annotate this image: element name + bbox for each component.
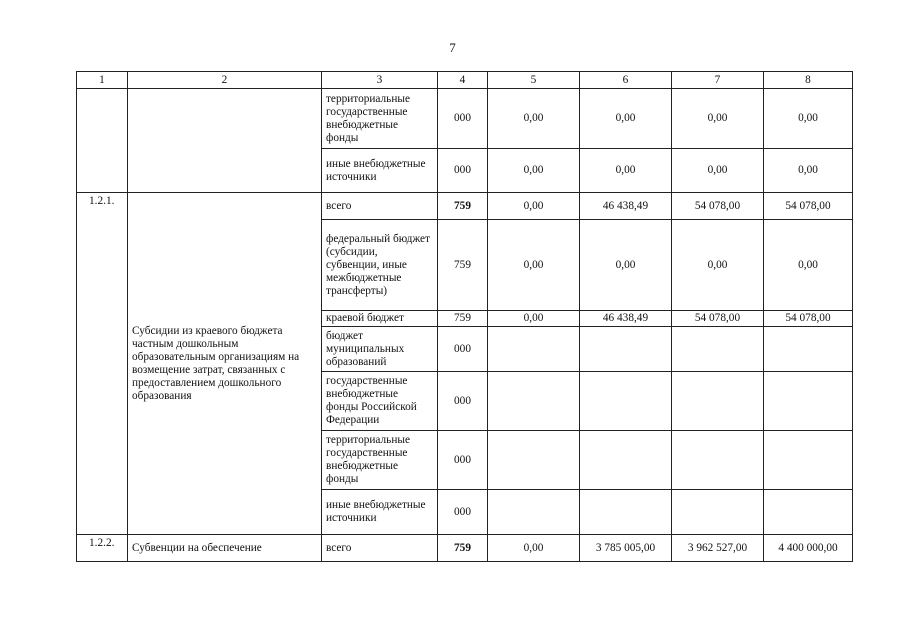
value-cell: 0,00 xyxy=(764,220,853,311)
value-cell xyxy=(764,372,853,431)
value-cell: 0,00 xyxy=(672,220,764,311)
header-cell: 1 xyxy=(77,72,128,89)
code-cell: 000 xyxy=(438,431,488,490)
table-header-row xyxy=(77,72,853,89)
header-cell: 8 xyxy=(764,72,853,89)
funding-source: всего xyxy=(322,193,438,220)
value-cell xyxy=(580,490,672,535)
value-cell: 0,00 xyxy=(672,149,764,193)
value-cell: 0,00 xyxy=(580,149,672,193)
value-cell xyxy=(580,327,672,372)
item-name: Субвенции на обеспечение xyxy=(128,535,322,562)
value-cell xyxy=(580,431,672,490)
header-cell: 2 xyxy=(128,72,322,89)
funding-source: бюджет муниципальных образований xyxy=(322,327,438,372)
funding-source: иные внебюджетные источники xyxy=(322,149,438,193)
header-cell: 5 xyxy=(488,72,580,89)
value-cell: 0,00 xyxy=(764,149,853,193)
header-cell: 7 xyxy=(672,72,764,89)
code-cell: 000 xyxy=(438,490,488,535)
header-cell: 3 xyxy=(322,72,438,89)
funding-source: государственные внебюджетные фонды Российской Федерации xyxy=(322,372,438,431)
value-cell: 54 078,00 xyxy=(764,311,853,327)
value-cell: 4 400 000,00 xyxy=(764,535,853,562)
value-cell: 0,00 xyxy=(580,220,672,311)
value-cell: 54 078,00 xyxy=(672,193,764,220)
value-cell xyxy=(672,327,764,372)
code-cell: 759 xyxy=(438,193,488,220)
funding-source: территориальные государственные внебюджетные фонды xyxy=(322,431,438,490)
value-cell: 46 438,49 xyxy=(580,193,672,220)
code-cell: 000 xyxy=(438,89,488,149)
funding-source: иные внебюджетные источники xyxy=(322,490,438,535)
value-cell: 0,00 xyxy=(488,311,580,327)
page-number: 7 xyxy=(449,40,456,55)
value-cell xyxy=(488,372,580,431)
value-cell: 3 962 527,00 xyxy=(672,535,764,562)
table-row xyxy=(77,193,853,220)
item-number: 1.2.2. xyxy=(77,535,128,562)
value-cell xyxy=(488,327,580,372)
value-cell: 0,00 xyxy=(672,89,764,149)
table-row xyxy=(77,535,853,562)
budget-table xyxy=(76,71,853,562)
table-row xyxy=(77,89,853,149)
header-cell: 4 xyxy=(438,72,488,89)
value-cell xyxy=(580,372,672,431)
funding-source: территориальные государственные внебюджетные фонды xyxy=(322,89,438,149)
item-name: Субсидии из краевого бюджета частным дошкольным образовательным организациям на возмещение затрат, связанных с предоставлением дошкольного образования xyxy=(128,193,322,535)
value-cell: 0,00 xyxy=(488,535,580,562)
value-cell xyxy=(672,490,764,535)
item-number: 1.2.1. xyxy=(77,193,128,535)
value-cell: 46 438,49 xyxy=(580,311,672,327)
value-cell: 0,00 xyxy=(764,89,853,149)
value-cell: 0,00 xyxy=(488,149,580,193)
funding-source: всего xyxy=(322,535,438,562)
code-cell: 759 xyxy=(438,220,488,311)
value-cell xyxy=(764,327,853,372)
item-number-cell xyxy=(77,89,128,193)
item-name-cell xyxy=(128,89,322,193)
value-cell xyxy=(672,431,764,490)
value-cell: 0,00 xyxy=(488,193,580,220)
code-cell: 759 xyxy=(438,535,488,562)
code-cell: 759 xyxy=(438,311,488,327)
funding-source: краевой бюджет xyxy=(322,311,438,327)
value-cell: 0,00 xyxy=(580,89,672,149)
value-cell xyxy=(672,372,764,431)
code-cell: 000 xyxy=(438,327,488,372)
value-cell: 0,00 xyxy=(488,89,580,149)
value-cell xyxy=(488,431,580,490)
header-cell: 6 xyxy=(580,72,672,89)
value-cell: 3 785 005,00 xyxy=(580,535,672,562)
funding-source: федеральный бюджет (субсидии, субвенции, иные межбюджетные трансферты) xyxy=(322,220,438,311)
value-cell: 54 078,00 xyxy=(672,311,764,327)
value-cell: 0,00 xyxy=(488,220,580,311)
value-cell xyxy=(488,490,580,535)
value-cell xyxy=(764,431,853,490)
value-cell xyxy=(764,490,853,535)
code-cell: 000 xyxy=(438,372,488,431)
value-cell: 54 078,00 xyxy=(764,193,853,220)
code-cell: 000 xyxy=(438,149,488,193)
